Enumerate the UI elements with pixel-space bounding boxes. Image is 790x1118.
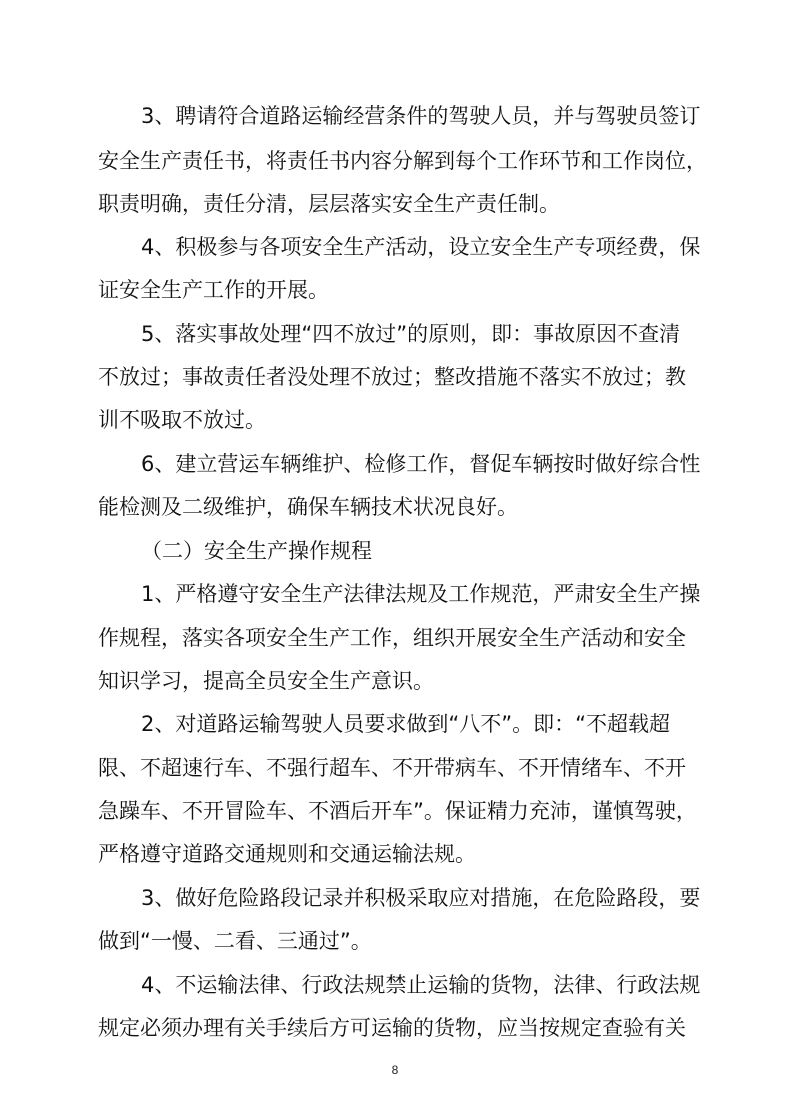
paragraph-line: 6、建立营运车辆维护、检修工作，督促车辆按时做好综合性: [141, 452, 701, 476]
paragraph-line: 训不吸取不放过。: [98, 408, 266, 432]
paragraph-line: 证安全生产工作的开展。: [98, 278, 329, 302]
paragraph-line: 3、聘请符合道路运输经营条件的驾驶人员，并与驾驶员签订: [141, 104, 701, 128]
paragraph-line: 规定必须办理有关手续后方可运输的货物，应当按规定查验有关: [98, 1016, 686, 1040]
paragraph-line: 严格遵守道路交通规则和交通运输法规。: [98, 842, 476, 866]
paragraph-line: 做到“一慢、二看、三通过”。: [98, 929, 372, 953]
paragraph-line: 3、做好危险路段记录并积极采取应对措施，在危险路段，要: [141, 886, 701, 910]
paragraph-line: 安全生产责任书，将责任书内容分解到每个工作环节和工作岗位，: [98, 149, 707, 173]
paragraph-line: 知识学习，提高全员安全生产意识。: [98, 669, 434, 693]
paragraph-line: 不放过；事故责任者没处理不放过；整改措施不落实不放过；教: [98, 365, 686, 389]
paragraph-line: 2、对道路运输驾驶人员要求做到“八不”。即：“不超载超: [141, 712, 670, 736]
paragraph-line: 4、不运输法律、行政法规禁止运输的货物，法律、行政法规: [141, 973, 701, 997]
paragraph-line: 5、落实事故处理“四不放过”的原则，即：事故原因不查清: [141, 322, 681, 346]
page-number: 8: [391, 1063, 399, 1077]
section-heading: （二）安全生产操作规程: [141, 539, 372, 563]
paragraph-line: 急躁车、不开冒险车、不酒后开车”。保证精力充沛，谨慎驾驶，: [98, 799, 697, 823]
paragraph-line: 4、积极参与各项安全生产活动，设立安全生产专项经费，保: [141, 235, 701, 259]
paragraph-line: 限、不超速行车、不强行超车、不开带病车、不开情绪车、不开: [98, 756, 686, 780]
paragraph-line: 1、严格遵守安全生产法律法规及工作规范，严肃安全生产操: [141, 582, 701, 606]
paragraph-line: 职责明确，责任分清，层层落实安全生产责任制。: [98, 192, 560, 216]
paragraph-line: 能检测及二级维护，确保车辆技术状况良好。: [98, 495, 518, 519]
paragraph-line: 作规程，落实各项安全生产工作，组织开展安全生产活动和安全: [98, 626, 686, 650]
